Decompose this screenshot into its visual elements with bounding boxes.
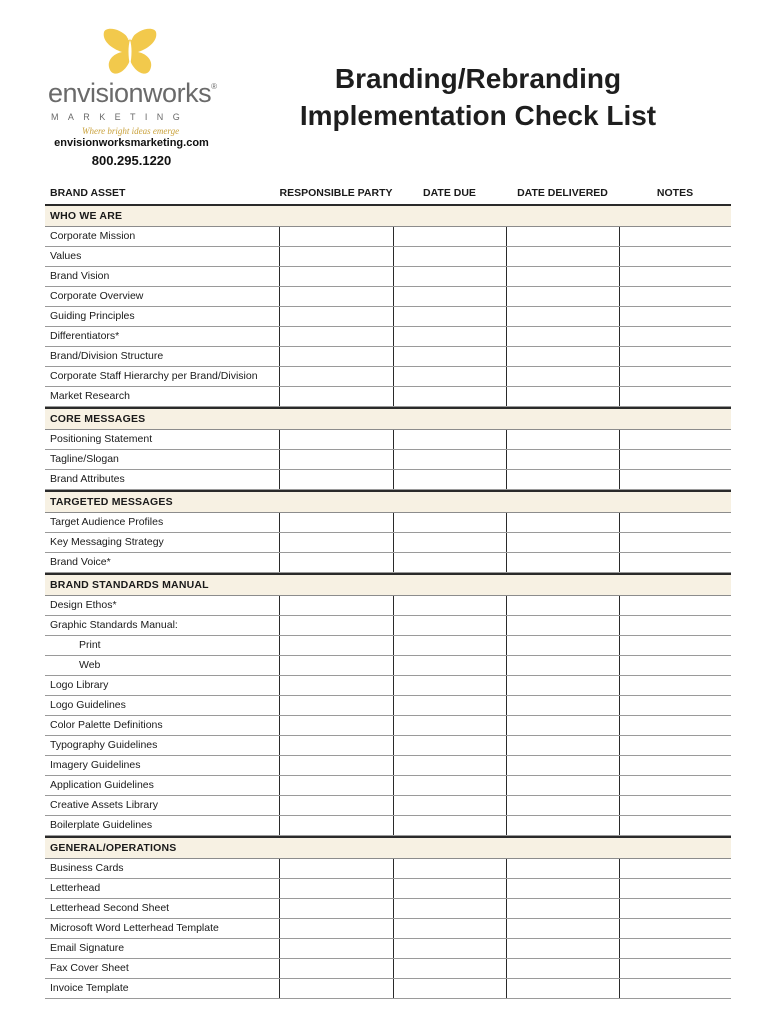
date-due-cell[interactable] — [393, 450, 506, 469]
table-row — [45, 347, 731, 367]
table-row — [45, 553, 731, 573]
date-due-cell[interactable] — [393, 959, 506, 978]
notes-cell[interactable] — [619, 513, 731, 532]
table-row — [45, 450, 731, 470]
notes-cell[interactable] — [619, 430, 731, 449]
date-delivered-cell[interactable] — [506, 327, 619, 346]
brand-asset-label: Key Messaging Strategy — [50, 536, 164, 548]
brand-asset-cell — [45, 676, 279, 695]
page-title-line-1: Branding/Rebranding — [334, 63, 622, 94]
brand-asset-cell — [45, 513, 279, 532]
responsible-party-cell[interactable] — [279, 247, 393, 266]
notes-cell[interactable] — [619, 347, 731, 366]
table-row — [45, 247, 731, 267]
responsible-party-cell[interactable] — [279, 327, 393, 346]
notes-cell[interactable] — [619, 267, 731, 286]
date-due-cell[interactable] — [393, 367, 506, 386]
phone-number: 800.295.1220 — [91, 153, 172, 168]
column-header-date-due: DATE DUE — [423, 187, 476, 199]
date-delivered-cell[interactable] — [506, 307, 619, 326]
responsible-party-cell[interactable] — [279, 716, 393, 735]
responsible-party-cell[interactable] — [279, 596, 393, 615]
date-delivered-cell[interactable] — [506, 816, 619, 835]
notes-cell[interactable] — [619, 676, 731, 695]
responsible-party-cell[interactable] — [279, 959, 393, 978]
date-due-cell[interactable] — [393, 816, 506, 835]
responsible-party-cell[interactable] — [279, 513, 393, 532]
date-due-cell[interactable] — [393, 533, 506, 552]
brand-asset-cell — [45, 656, 279, 675]
notes-cell[interactable] — [619, 656, 731, 675]
notes-cell[interactable] — [619, 716, 731, 735]
date-delivered-cell[interactable] — [506, 919, 619, 938]
date-due-cell[interactable] — [393, 716, 506, 735]
date-delivered-cell[interactable] — [506, 450, 619, 469]
brand-asset-label: Imagery Guidelines — [50, 759, 141, 771]
notes-cell[interactable] — [619, 327, 731, 346]
date-delivered-cell[interactable] — [506, 879, 619, 898]
responsible-party-cell[interactable] — [279, 387, 393, 406]
responsible-party-cell[interactable] — [279, 307, 393, 326]
date-delivered-cell[interactable] — [506, 267, 619, 286]
date-delivered-cell[interactable] — [506, 430, 619, 449]
section-header — [45, 407, 731, 430]
date-due-cell[interactable] — [393, 796, 506, 815]
date-delivered-cell[interactable] — [506, 347, 619, 366]
brand-asset-label: Guiding Principles — [50, 310, 135, 322]
date-due-cell[interactable] — [393, 696, 506, 715]
brand-asset-cell — [45, 430, 279, 449]
date-delivered-cell[interactable] — [506, 596, 619, 615]
date-delivered-cell[interactable] — [506, 387, 619, 406]
date-delivered-cell[interactable] — [506, 533, 619, 552]
table-row — [45, 227, 731, 247]
brand-asset-label: Design Ethos* — [50, 599, 117, 611]
section-header — [45, 836, 731, 859]
brand-asset-label: Values — [50, 250, 82, 262]
responsible-party-cell[interactable] — [279, 227, 393, 246]
date-due-cell[interactable] — [393, 756, 506, 775]
table-row — [45, 796, 731, 816]
column-header-date-delivered: DATE DELIVERED — [517, 187, 608, 199]
brand-asset-label: Corporate Overview — [50, 290, 144, 302]
responsible-party-cell[interactable] — [279, 347, 393, 366]
date-due-cell[interactable] — [393, 656, 506, 675]
brand-asset-label: Brand Attributes — [50, 473, 125, 485]
date-due-cell[interactable] — [393, 616, 506, 635]
notes-cell[interactable] — [619, 859, 731, 878]
date-due-cell[interactable] — [393, 470, 506, 489]
table-row — [45, 696, 731, 716]
date-delivered-cell[interactable] — [506, 247, 619, 266]
brand-asset-label: Print — [79, 639, 101, 651]
date-due-cell[interactable] — [393, 776, 506, 795]
section-title: BRAND STANDARDS MANUAL — [50, 579, 209, 591]
date-delivered-cell[interactable] — [506, 616, 619, 635]
responsible-party-cell[interactable] — [279, 287, 393, 306]
date-delivered-cell[interactable] — [506, 796, 619, 815]
date-delivered-cell[interactable] — [506, 959, 619, 978]
table-row — [45, 859, 731, 879]
notes-cell[interactable] — [619, 899, 731, 918]
responsible-party-cell[interactable] — [279, 616, 393, 635]
responsible-party-cell[interactable] — [279, 736, 393, 755]
brand-asset-cell — [45, 367, 279, 386]
brand-asset-label: Microsoft Word Letterhead Template — [50, 922, 219, 934]
responsible-party-cell[interactable] — [279, 367, 393, 386]
brand-asset-cell — [45, 636, 279, 655]
table-row — [45, 816, 731, 836]
table-row — [45, 367, 731, 387]
table-row — [45, 959, 731, 979]
date-delivered-cell[interactable] — [506, 656, 619, 675]
table-row — [45, 716, 731, 736]
section-title: TARGETED MESSAGES — [50, 496, 173, 508]
page-title — [268, 60, 688, 134]
date-due-cell[interactable] — [393, 513, 506, 532]
notes-cell[interactable] — [619, 287, 731, 306]
date-due-cell[interactable] — [393, 636, 506, 655]
responsible-party-cell[interactable] — [279, 636, 393, 655]
date-due-cell[interactable] — [393, 347, 506, 366]
brand-asset-label: Differentiators* — [50, 330, 120, 342]
notes-cell[interactable] — [619, 616, 731, 635]
date-delivered-cell[interactable] — [506, 716, 619, 735]
brand-asset-cell — [45, 736, 279, 755]
section-title: CORE MESSAGES — [50, 413, 146, 425]
brand-asset-label: Boilerplate Guidelines — [50, 819, 153, 831]
date-delivered-cell[interactable] — [506, 553, 619, 572]
brand-asset-label: Brand Voice* — [50, 556, 111, 568]
brand-asset-cell — [45, 939, 279, 958]
notes-cell[interactable] — [619, 796, 731, 815]
date-due-cell[interactable] — [393, 596, 506, 615]
section-header — [45, 206, 731, 227]
brand-asset-cell — [45, 307, 279, 326]
table-row — [45, 656, 731, 676]
notes-cell[interactable] — [619, 879, 731, 898]
responsible-party-cell[interactable] — [279, 656, 393, 675]
brand-asset-cell — [45, 227, 279, 246]
notes-cell[interactable] — [619, 367, 731, 386]
brand-asset-label: Letterhead Second Sheet — [50, 902, 170, 914]
brand-asset-cell — [45, 470, 279, 489]
date-delivered-cell[interactable] — [506, 227, 619, 246]
brand-asset-cell — [45, 796, 279, 815]
date-delivered-cell[interactable] — [506, 696, 619, 715]
table-row — [45, 307, 731, 327]
date-delivered-cell[interactable] — [506, 470, 619, 489]
brand-asset-label: Market Research — [50, 390, 130, 402]
notes-cell[interactable] — [619, 756, 731, 775]
date-delivered-cell[interactable] — [506, 776, 619, 795]
notes-cell[interactable] — [619, 816, 731, 835]
table-row — [45, 756, 731, 776]
notes-cell[interactable] — [619, 533, 731, 552]
table-row — [45, 879, 731, 899]
brand-asset-cell — [45, 387, 279, 406]
date-delivered-cell[interactable] — [506, 756, 619, 775]
date-due-cell[interactable] — [393, 676, 506, 695]
brand-asset-label: Letterhead — [50, 882, 101, 894]
table-row — [45, 616, 731, 636]
date-delivered-cell[interactable] — [506, 676, 619, 695]
brand-asset-label: Logo Guidelines — [50, 699, 126, 711]
notes-cell[interactable] — [619, 470, 731, 489]
brand-asset-cell — [45, 776, 279, 795]
date-due-cell[interactable] — [393, 247, 506, 266]
brand-asset-label: Positioning Statement — [50, 433, 153, 445]
brand-asset-label: Invoice Template — [50, 982, 129, 994]
brand-asset-cell — [45, 716, 279, 735]
brand-asset-label: Logo Library — [50, 679, 109, 691]
table-row — [45, 387, 731, 407]
responsible-party-cell[interactable] — [279, 796, 393, 815]
brand-asset-cell — [45, 616, 279, 635]
notes-cell[interactable] — [619, 307, 731, 326]
responsible-party-cell[interactable] — [279, 879, 393, 898]
notes-cell[interactable] — [619, 776, 731, 795]
responsible-party-cell[interactable] — [279, 450, 393, 469]
brand-asset-cell — [45, 247, 279, 266]
date-delivered-cell[interactable] — [506, 287, 619, 306]
table-row — [45, 919, 731, 939]
brand-asset-label: Corporate Mission — [50, 230, 136, 242]
table-row — [45, 470, 731, 490]
brand-asset-label: Web — [79, 659, 101, 671]
responsible-party-cell[interactable] — [279, 267, 393, 286]
responsible-party-cell[interactable] — [279, 676, 393, 695]
date-due-cell[interactable] — [393, 859, 506, 878]
table-row — [45, 430, 731, 450]
brand-asset-label: Corporate Staff Hierarchy per Brand/Division — [50, 370, 258, 382]
table-row — [45, 676, 731, 696]
table-row — [45, 939, 731, 959]
date-due-cell[interactable] — [393, 227, 506, 246]
brand-asset-cell — [45, 596, 279, 615]
notes-cell[interactable] — [619, 939, 731, 958]
responsible-party-cell[interactable] — [279, 430, 393, 449]
date-due-cell[interactable] — [393, 979, 506, 998]
butterfly-icon — [100, 26, 160, 80]
page-title-line-2: Implementation Check List — [299, 100, 657, 131]
date-due-cell[interactable] — [393, 736, 506, 755]
brand-asset-label: Business Cards — [50, 862, 124, 874]
responsible-party-cell[interactable] — [279, 919, 393, 938]
brand-asset-cell — [45, 553, 279, 572]
responsible-party-cell[interactable] — [279, 899, 393, 918]
brand-asset-cell — [45, 327, 279, 346]
date-delivered-cell[interactable] — [506, 636, 619, 655]
date-delivered-cell[interactable] — [506, 979, 619, 998]
brand-asset-cell — [45, 979, 279, 998]
brand-asset-label: Color Palette Definitions — [50, 719, 163, 731]
brand-asset-label: Typography Guidelines — [50, 739, 158, 751]
date-due-cell[interactable] — [393, 879, 506, 898]
date-due-cell[interactable] — [393, 919, 506, 938]
responsible-party-cell[interactable] — [279, 859, 393, 878]
notes-cell[interactable] — [619, 227, 731, 246]
brand-asset-cell — [45, 959, 279, 978]
brand-asset-cell — [45, 816, 279, 835]
notes-cell[interactable] — [619, 247, 731, 266]
notes-cell[interactable] — [619, 387, 731, 406]
brand-asset-label: Creative Assets Library — [50, 799, 158, 811]
section-title: WHO WE ARE — [50, 210, 123, 222]
column-header-notes: NOTES — [656, 187, 694, 199]
website-url: envisionworksmarketing.com — [54, 137, 209, 149]
responsible-party-cell[interactable] — [279, 979, 393, 998]
date-delivered-cell[interactable] — [506, 859, 619, 878]
notes-cell[interactable] — [619, 553, 731, 572]
brand-asset-cell — [45, 756, 279, 775]
table-row — [45, 513, 731, 533]
brand-asset-label: Fax Cover Sheet — [50, 962, 129, 974]
responsible-party-cell[interactable] — [279, 533, 393, 552]
brand-asset-label: Target Audience Profiles — [50, 516, 164, 528]
brand-asset-label: Tagline/Slogan — [50, 453, 119, 465]
notes-cell[interactable] — [619, 959, 731, 978]
checklist-table — [45, 184, 731, 999]
brand-asset-cell — [45, 287, 279, 306]
notes-cell[interactable] — [619, 736, 731, 755]
date-due-cell[interactable] — [393, 327, 506, 346]
brand-asset-label: Email Signature — [50, 942, 125, 954]
brand-asset-cell — [45, 347, 279, 366]
logo-wordmark: envisionworks® — [48, 78, 217, 108]
brand-asset-cell — [45, 533, 279, 552]
table-row — [45, 267, 731, 287]
logo-subtitle: MARKETING — [51, 112, 190, 122]
table-row — [45, 979, 731, 999]
table-row — [45, 327, 731, 347]
section-header — [45, 490, 731, 513]
brand-asset-cell — [45, 879, 279, 898]
brand-asset-cell — [45, 696, 279, 715]
responsible-party-cell[interactable] — [279, 553, 393, 572]
date-due-cell[interactable] — [393, 287, 506, 306]
date-due-cell[interactable] — [393, 430, 506, 449]
logo-tagline: Where bright ideas emerge — [82, 126, 180, 136]
brand-asset-label: Brand Vision — [50, 270, 110, 282]
table-row — [45, 596, 731, 616]
date-delivered-cell[interactable] — [506, 939, 619, 958]
date-delivered-cell[interactable] — [506, 736, 619, 755]
responsible-party-cell[interactable] — [279, 776, 393, 795]
notes-cell[interactable] — [619, 450, 731, 469]
table-row — [45, 636, 731, 656]
notes-cell[interactable] — [619, 919, 731, 938]
notes-cell[interactable] — [619, 636, 731, 655]
table-row — [45, 736, 731, 756]
date-delivered-cell[interactable] — [506, 513, 619, 532]
brand-asset-cell — [45, 267, 279, 286]
checklist-body — [45, 206, 731, 999]
brand-asset-cell — [45, 859, 279, 878]
brand-asset-label: Graphic Standards Manual: — [50, 619, 178, 631]
section-title: GENERAL/OPERATIONS — [50, 842, 177, 854]
notes-cell[interactable] — [619, 696, 731, 715]
table-row — [45, 899, 731, 919]
responsible-party-cell[interactable] — [279, 470, 393, 489]
brand-asset-label: Brand/Division Structure — [50, 350, 164, 362]
column-headers — [45, 184, 731, 206]
responsible-party-cell[interactable] — [279, 756, 393, 775]
responsible-party-cell[interactable] — [279, 816, 393, 835]
column-header-responsible-party: RESPONSIBLE PARTY — [279, 187, 393, 199]
date-due-cell[interactable] — [393, 387, 506, 406]
brand-asset-cell — [45, 450, 279, 469]
date-due-cell[interactable] — [393, 553, 506, 572]
date-delivered-cell[interactable] — [506, 899, 619, 918]
date-delivered-cell[interactable] — [506, 367, 619, 386]
date-due-cell[interactable] — [393, 939, 506, 958]
responsible-party-cell[interactable] — [279, 696, 393, 715]
table-row — [45, 533, 731, 553]
responsible-party-cell[interactable] — [279, 939, 393, 958]
date-due-cell[interactable] — [393, 267, 506, 286]
column-header-brand-asset: BRAND ASSET — [50, 187, 126, 199]
notes-cell[interactable] — [619, 596, 731, 615]
brand-asset-label: Application Guidelines — [50, 779, 154, 791]
date-due-cell[interactable] — [393, 899, 506, 918]
table-row — [45, 287, 731, 307]
notes-cell[interactable] — [619, 979, 731, 998]
brand-asset-cell — [45, 919, 279, 938]
table-row — [45, 776, 731, 796]
brand-asset-cell — [45, 899, 279, 918]
section-header — [45, 573, 731, 596]
date-due-cell[interactable] — [393, 307, 506, 326]
